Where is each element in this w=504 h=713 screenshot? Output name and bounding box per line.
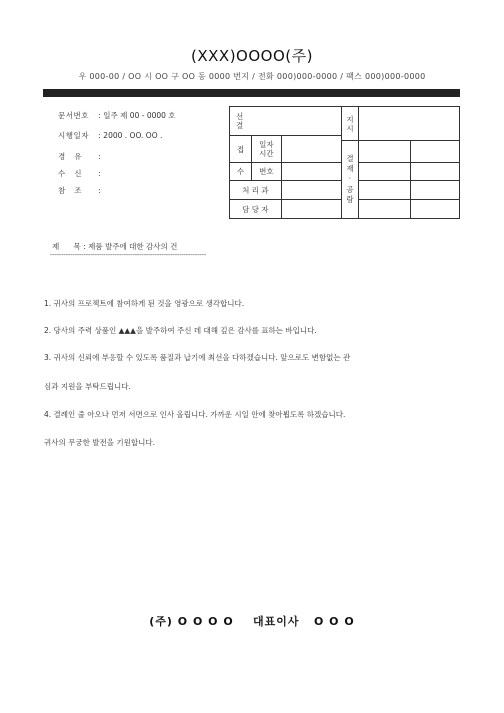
- header-bar: [43, 89, 460, 97]
- body-paragraph-1: 1. 귀사의 프로젝트에 참여하게 된 것을 영광으로 생각합니다.: [44, 299, 245, 308]
- subject-label: 제 목: [52, 242, 81, 251]
- reference-row: [58, 185, 101, 196]
- approval-review-label: 결 재 · 공 람: [341, 141, 359, 219]
- body-paragraph-3: 3. 귀사의 신뢰에 부응할 수 있도록 품질과 납기에 최선을 다하겠습니다. 앞으로도 변함없는 관: [44, 353, 351, 362]
- approval-cell-8[interactable]: [411, 200, 460, 219]
- subject-divider: ----------------------------------------------------------------------: [50, 251, 206, 259]
- letter-title: (XXX)OOOO(주): [191, 47, 313, 65]
- via-value: :: [98, 152, 101, 161]
- pre-approval-cell: 선 결: [230, 107, 342, 136]
- instruction-cell[interactable]: [359, 107, 460, 141]
- date-time-cell[interactable]: [281, 136, 341, 163]
- doc-number-label: 문서번호: [58, 111, 89, 120]
- via-label: 경유: [58, 152, 91, 161]
- approval-cell-6[interactable]: [411, 181, 460, 200]
- body-paragraph-2: 2. 당사의 주력 상품인 ▲▲▲을 발주하여 주신 데 대해 깊은 감사를 표하는 바입니다.: [44, 326, 317, 335]
- doc-number-row: [58, 110, 176, 121]
- signature-line: (주) O O O O 대표이사 O O O: [149, 615, 355, 628]
- number-cell[interactable]: [281, 163, 341, 181]
- reference-value: :: [98, 186, 101, 195]
- person-in-charge-label: 담 당 자: [230, 200, 282, 219]
- reference-label: 참조: [58, 186, 91, 195]
- approval-cell-1[interactable]: [359, 141, 411, 163]
- approval-cell-7[interactable]: [359, 200, 411, 219]
- body-paragraph-4: 4. 결례인 줄 아오나 먼저 서면으로 인사 올립니다. 가까운 시일 안에 찾아뵙도록 하겠습니다.: [44, 410, 346, 419]
- processing-dept-cell[interactable]: [281, 181, 341, 200]
- date-row: [58, 130, 162, 141]
- approval-cell-3[interactable]: [359, 163, 411, 181]
- date-time-label: 일자 시간: [251, 136, 281, 163]
- company-address: 우 000-00 / OO 시 OO 구 OO 동 0000 번지 / 전화 000)000-0000 / 팩스 000)000-0000: [78, 72, 426, 81]
- body-paragraph-3-cont: 심과 지원을 부탁드립니다.: [44, 382, 131, 391]
- receipt-label: 접: [230, 136, 252, 163]
- closing-line: 귀사의 무궁한 발전을 기원합니다.: [44, 438, 155, 447]
- doc-number-value: : 일주 제 00 - 0000 호: [98, 111, 176, 120]
- recipient-row: [58, 168, 101, 179]
- recipient-value: :: [98, 169, 101, 178]
- approval-cell-2[interactable]: [411, 141, 460, 163]
- receive-label: 수: [230, 163, 252, 181]
- person-in-charge-cell[interactable]: [281, 200, 341, 219]
- approval-cell-5[interactable]: [359, 181, 411, 200]
- subject-text: : 제품 발주에 대한 감사의 건: [83, 242, 178, 251]
- date-label: 시행일자: [58, 131, 89, 140]
- recipient-label: 수신: [58, 169, 91, 178]
- date-value: : 2000 . OO. OO .: [98, 131, 163, 140]
- approval-cell-4[interactable]: [411, 163, 460, 181]
- approval-table: [229, 106, 460, 219]
- via-row: [58, 151, 101, 162]
- number-label: 번호: [251, 163, 281, 181]
- instruction-label: 지 시: [341, 107, 359, 141]
- processing-dept-label: 처 리 과: [230, 181, 282, 200]
